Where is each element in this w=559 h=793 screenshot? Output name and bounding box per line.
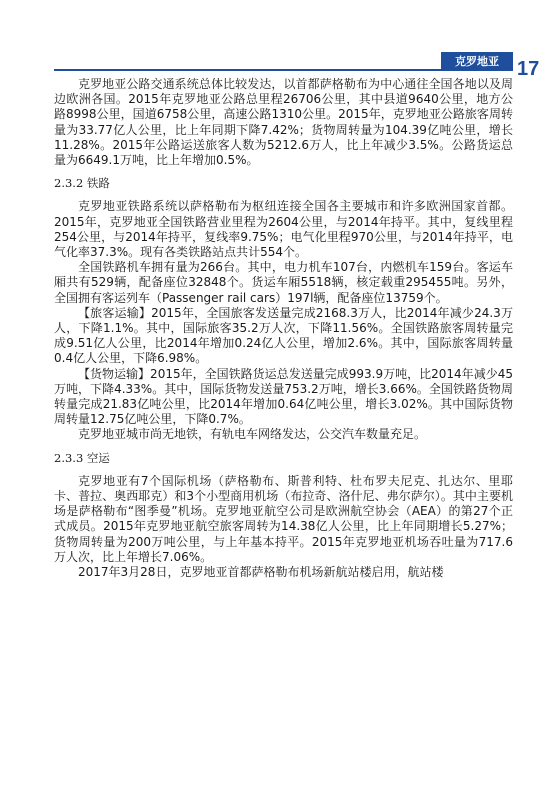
paragraph-rolling-stock: 全国铁路机车拥有量为266台。其中，电力机车107台，内燃机车159台。客运车厢共有529辆，配备座位32848个。货运车厢5518辆，核定载重295455吨。另外，全国拥有客运列车（Passenger rail cars）197l辆，配备座位13759个。 (54, 260, 513, 305)
page-body (54, 77, 513, 580)
paragraph-railway-network: 克罗地亚铁路系统以萨格勒布为枢纽连接全国各主要城市和许多欧洲国家首都。2015年，克罗地亚全国铁路营业里程为2604公里，与2014年持平。其中，复线里程254公里，与2014年持平，复线率9.75%；电气化里程970公里，与2014年持平，电气化率37.3%。现有各类铁路站点共计554个。 (54, 199, 513, 260)
paragraph-road-transport: 克罗地亚公路交通系统总体比较发达，以首都萨格勒布为中心通往全国各地以及周边欧洲各国。2015年克罗地亚公路总里程26706公里，其中县道9640公里，地方公路8998公里，国道6758公里，高速公路1310公里。2015年，克罗地亚公路旅客周转量为33.77亿人公里，比上年同期下降7.42%；货物周转量为104.39亿吨公里，增长11.28%。2015年公路运送旅客人数为5212.6万人，比上年减少3.5%。公路货运总量为6649.1万吨，比上年增加0.5%。 (54, 77, 513, 168)
heading-air-transport: 2.3.3 空运 (54, 450, 110, 465)
section-tab: 克罗地亚 (441, 52, 513, 69)
paragraph-urban-transit: 克罗地亚城市尚无地铁，有轨电车网络发达，公交汽车数量充足。 (78, 427, 427, 442)
paragraph-freight-transport: 【货物运输】2015年，全国铁路货运总发送量完成993.9万吨，比2014年减少45万吨，下降4.33%。其中，国际货物发送量753.2万吨，增长3.66%。全国铁路货物周转量完成21.83亿吨公里，比2014年增加0.64亿吨公里，增长3.02%。其中国际货物周转量12.75亿吨公里，下降0.7%。 (54, 366, 513, 427)
page-number: 17 (517, 58, 540, 80)
paragraph-terminal: 2017年3月28日，克罗地亚首都萨格勒布机场新航站楼启用，航站楼 (78, 565, 444, 580)
paragraph-passenger-transport: 【旅客运输】2015年，全国旅客发送量完成2168.3万人，比2014年减少24.3万人，下降1.1%。其中，国际旅客35.2万人次，下降11.56%。全国铁路旅客周转量完成9.51亿人公里，比2014年增加0.24亿人公里，增加2.6%。其中，国际旅客周转量0.4亿人公里，下降6.98%。 (54, 305, 513, 366)
heading-railway: 2.3.2 铁路 (54, 176, 110, 191)
header-rule (54, 69, 513, 71)
paragraph-airports: 克罗地亚有7个国际机场（萨格勒布、斯普利特、杜布罗夫尼克、扎达尔、里耶卡、普拉、奥西耶克）和3个小型商用机场（布拉奇、洛什尼、弗尔萨尔）。其中主要机场是萨格勒布“图季曼”机场。克罗地亚航空公司是欧洲航空协会（AEA）的第27个正式成员。2015年克罗地亚航空旅客周转为14.38亿人公里，比上年同期增长5.27%；货物周转量为200万吨公里，与上年基本持平。2015年克罗地亚机场吞吐量为717.6万人次，比上年增长7.06%。 (54, 473, 513, 564)
